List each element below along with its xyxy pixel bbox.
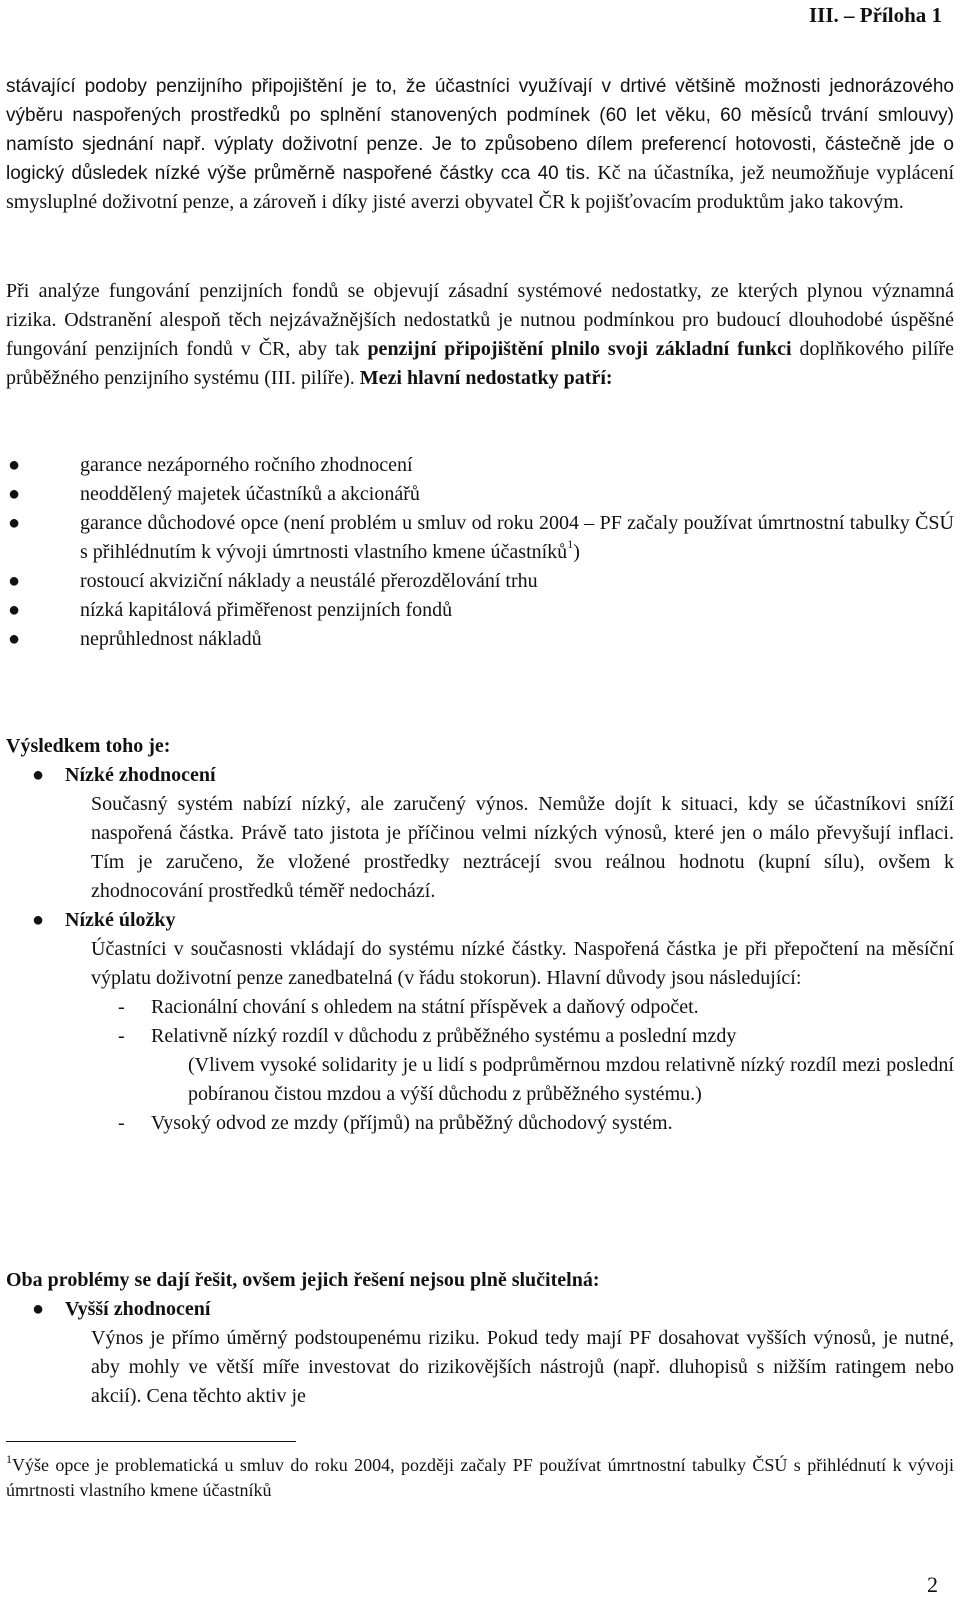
footnote-marker: 1: [6, 1452, 12, 1466]
analysis-bold-c: penzijní připojištění plnilo svoji základní funkci: [367, 338, 792, 360]
footnote-divider: [6, 1441, 296, 1442]
list-item: [6, 509, 954, 567]
bullet-icon: ●: [8, 483, 21, 505]
bullet-icon: ●: [32, 1298, 45, 1320]
analysis-text-b: Odstranění alespoň těch nejzávažnějších nedostatků je nutnou podmínkou pro budoucí dlouhodobé úspěšné fungování penzijních fondů v ČR, aby tak: [6, 309, 954, 360]
bullet-icon: ●: [32, 764, 45, 786]
bullet-icon: ●: [8, 599, 21, 621]
bullet-icon: ●: [8, 454, 21, 476]
page-number: 2: [927, 1572, 938, 1597]
footnote: [6, 1453, 954, 1503]
results-section: [6, 732, 954, 1138]
higher-returns-title: Vyšší zhodnocení: [65, 1298, 211, 1320]
list-item-text: Relativně nízký rozdíl v důchodu z průběžného systému a poslední mzdy: [151, 1025, 737, 1047]
list-item-text: Vysoký odvod ze mzdy (příjmů) na průběžný důchodový systém.: [151, 1112, 673, 1134]
low-deposits-heading: [6, 906, 954, 935]
intro-text-sans: stávající podoby penzijního připojištění je to, že účastníci využívají v drtivé většině možnosti jednorázového výběru naspořených prostředků po splnění stanovených podmínek (60 let věku, 60 měsíců trvání smlouvy) namísto sjednání např. výplaty doživotní penze. Je to způsobeno dílem preferencí hotovosti, částečně jde o logický důsledek nízké výše průměrně naspořené částky cca 40 tis.: [6, 76, 954, 184]
list-item-text: neprůhlednost nákladů: [80, 628, 262, 650]
bullet-icon: ●: [8, 570, 21, 592]
analysis-text-a: Při analýze fungování penzijních fondů se objevují zásadní systémové nedostatky, ze kterých plynou významná rizika.: [6, 280, 954, 331]
analysis-paragraph: [6, 277, 954, 393]
list-item-text: Racionální chování s ohledem na státní příspěvek a daňový odpočet.: [151, 996, 699, 1018]
deficiency-list: [6, 451, 954, 654]
bullet-icon: ●: [32, 909, 45, 931]
footnote-reference-close: ): [573, 541, 580, 563]
dash-icon: -: [118, 996, 125, 1018]
footnote-text: Výše opce je problematická u smluv do roku 2004, později začaly PF používat úmrtnostní tabulky ČSÚ s přihlédnutí k vývoji úmrtnosti vlastního kmene účastníků: [6, 1455, 954, 1500]
list-item-text: rostoucí akviziční náklady a neustálé přerozdělování trhu: [80, 570, 538, 592]
dash-icon: -: [118, 1025, 125, 1047]
footnote-reference: 1: [567, 537, 574, 551]
reason-note: (Vlivem vysoké solidarity je u lidí s podprůměrnou mzdou relativně nízký rozdíl mezi poslední pobíranou čistou mzdou a výší důchodu z průběžného systému.): [188, 1054, 954, 1105]
list-item: [6, 596, 954, 625]
list-item-text: garance nezáporného ročního zhodnocení: [80, 454, 413, 476]
list-item: [6, 625, 954, 654]
solutions-section: [6, 1266, 954, 1411]
list-item: [6, 480, 954, 509]
list-item: [6, 1022, 954, 1051]
analysis-text-d: doplňkového pilíře průběžného penzijního systému (III. pilíře).: [6, 338, 955, 389]
low-deposits-body: Účastníci v současnosti vkládají do systému nízké částky. Naspořená částka je při přepočtení na měsíční výplatu doživotní penze zanedbatelná (v řádu stokorun). Hlavní důvody jsou následující:: [91, 938, 954, 989]
intro-text-serif: Kč na účastníka, jež neumožňuje vyplácení smysluplné doživotní penze, a zároveň i díky jisté averzi obyvatel ČR k pojišťovacím produktům jako takovým.: [6, 162, 954, 213]
bullet-icon: ●: [8, 628, 21, 650]
list-item-text: nízká kapitálová přiměřenost penzijních fondů: [80, 599, 453, 621]
reasons-list: [6, 993, 954, 1138]
low-returns-title: Nízké zhodnocení: [65, 764, 216, 786]
intro-paragraph: [6, 72, 954, 217]
dash-icon: -: [118, 1112, 125, 1134]
analysis-bold-e: Mezi hlavní nedostatky patří:: [359, 367, 613, 389]
list-item-text: neoddělený majetek účastníků a akcionářů: [80, 483, 420, 505]
higher-returns-body: Výnos je přímo úměrný podstoupenému riziku. Pokud tedy mají PF dosahovat vyšších výnosů, je nutné, aby mohly ve větší míře investovat do rizikovějších nástrojů (např. dluhopisů s nižším ratingem nebo akcií). Cena těchto aktiv je: [91, 1327, 954, 1407]
results-heading: Výsledkem toho je:: [6, 735, 171, 757]
higher-returns-heading: [6, 1295, 954, 1324]
list-item: [6, 451, 954, 480]
bullet-icon: ●: [8, 512, 21, 534]
list-item: [6, 1109, 954, 1138]
page-header: III. – Příloha 1: [808, 3, 942, 27]
low-returns-body: Současný systém nabízí nízký, ale zaručený výnos. Nemůže dojít k situaci, kdy se účastníkovi sníží naspořená částka. Právě tato jistota je příčinou velmi nízkých výnosů, které jen o málo převyšují inflaci. Tím je zaručeno, že vložené prostředky neztrácejí svou reálnou hodnotu (kupní sílu), ovšem k zhodnocování prostředků téměř nedochází.: [91, 793, 954, 902]
solutions-heading: Oba problémy se dají řešit, ovšem jejich řešení nejsou plně slučitelná:: [6, 1269, 600, 1291]
list-item-text: garance důchodové opce (není problém u smluv od roku 2004 – PF začaly používat úmrtnostní tabulky ČSÚ s přihlédnutím k vývoji úmrtnosti vlastního kmene účastníků: [80, 512, 954, 563]
list-item: [6, 567, 954, 596]
list-item: [6, 993, 954, 1022]
low-deposits-title: Nízké úložky: [65, 909, 176, 931]
low-returns-heading: [6, 761, 954, 790]
